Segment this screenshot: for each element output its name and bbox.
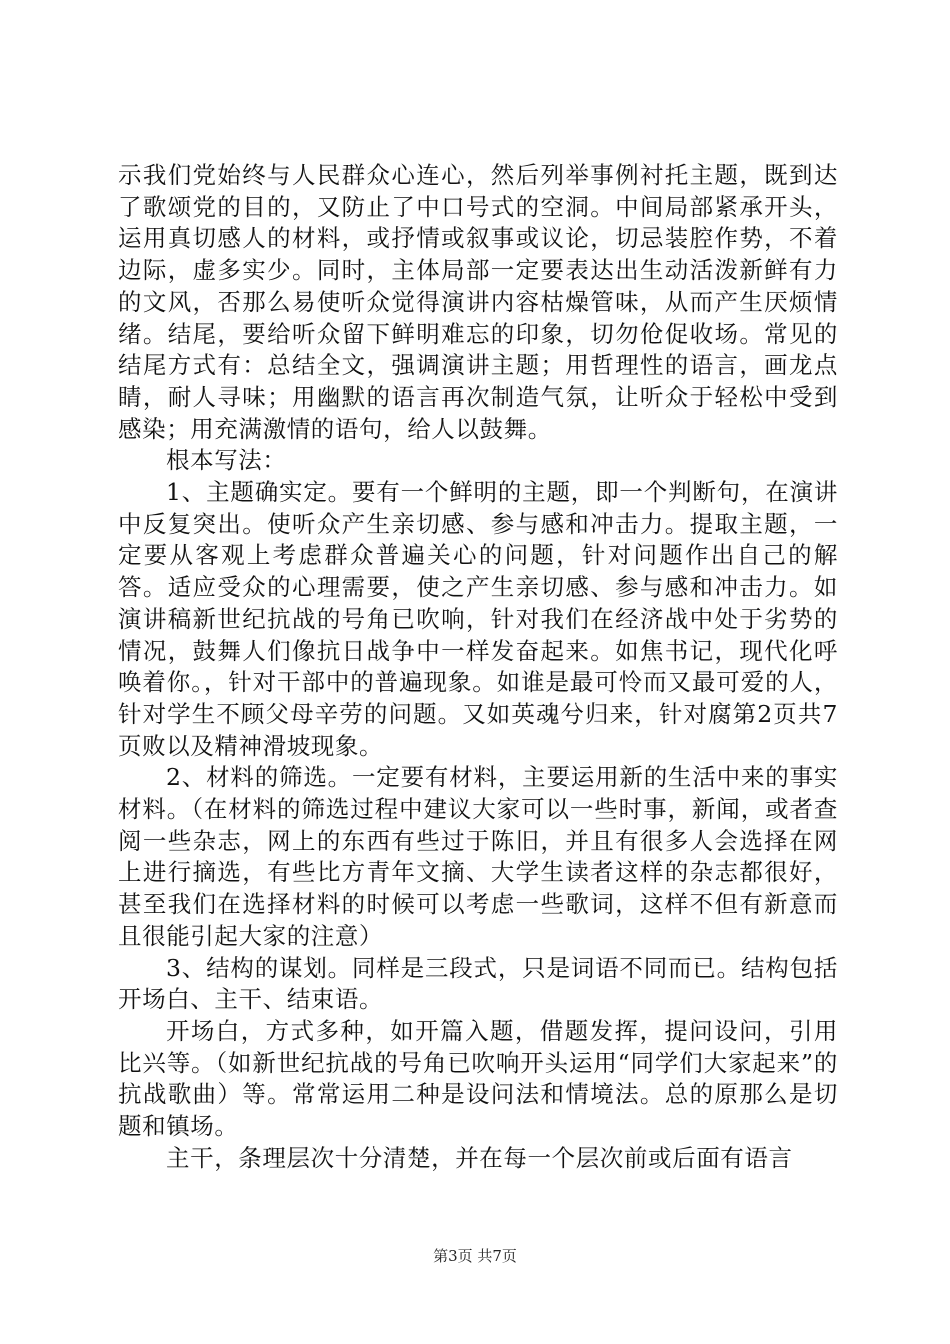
paragraph-body: 主干，条理层次十分清楚，并在每一个层次前或后面有语言 [166,1143,793,1172]
paragraph-section-heading: 根本写法： [166,446,287,475]
paragraph-material: 2、材料的筛选。一定要有材料，主要运用新的生活中来的事实材料。（在材料的筛选过程中建议大家可以一些时事，新闻，或者查阅一些杂志，网上的东西有些过于陈旧，并且有很多人会选择在网上进行摘选，有些比方青年文摘、大学生读者这样的杂志都很好，甚至我们在选择材料的时候可以考虑一些歌词，这样不但有新意而且很能引起大家的注意） [118,763,838,950]
paragraph-theme: 1、主题确实定。要有一个鲜明的主题，即一个判断句，在演讲中反复突出。使听众产生亲切感、参与感和冲击力。提取主题，一定要从客观上考虑群众普遍关心的问题，针对问题作出自己的解答。适应受众的心理需要，使之产生亲切感、参与感和冲击力。如演讲稿新世纪抗战的号角已吹响，针对我们在经济战中处于劣势的情况，鼓舞人们像抗日战争中一样发奋起来。如焦书记，现代化呼唤着你。，针对干部中的普遍现象。如谁是最可怜而又最可爱的人，针对学生不顾父母辛劳的问题。又如英魂兮归来，针对腐第2页共7页败以及精神滑坡现象。 [118,478,838,760]
paragraph-structure: 3、结构的谋划。同样是三段式，只是词语不同而已。结构包括开场白、主干、结束语。 [118,953,838,1014]
page-number-footer: 第3页 共7页 [433,1247,517,1265]
body-text [118,160,838,1175]
paragraph-opening: 开场白，方式多种，如开篇入题，借题发挥，提问设问，引用比兴等。（如新世纪抗战的号角已吹响开头运用“同学们大家起来”的抗战歌曲）等。常常运用二种是设问法和情境法。总的原那么是切题和镇场。 [118,1016,838,1141]
paragraph-continuation: 示我们党始终与人民群众心连心，然后列举事例衬托主题，既到达了歌颂党的目的，又防止了中口号式的空洞。中间局部紧承开头，运用真切感人的材料，或抒情或叙事或议论，切忌装腔作势，不着边际，虚多实少。同时，主体局部一定要表达出生动活泼新鲜有力的文风，否那么易使听众觉得演讲内容枯燥管味，从而产生厌烦情绪。结尾，要给听众留下鲜明难忘的印象，切勿伧促收场。常见的结尾方式有：总结全文，强调演讲主题；用哲理性的语言，画龙点睛，耐人寻味；用幽默的语言再次制造气氛，让听众于轻松中受到感染；用充满激情的语句，给人以鼓舞。 [118,161,838,443]
